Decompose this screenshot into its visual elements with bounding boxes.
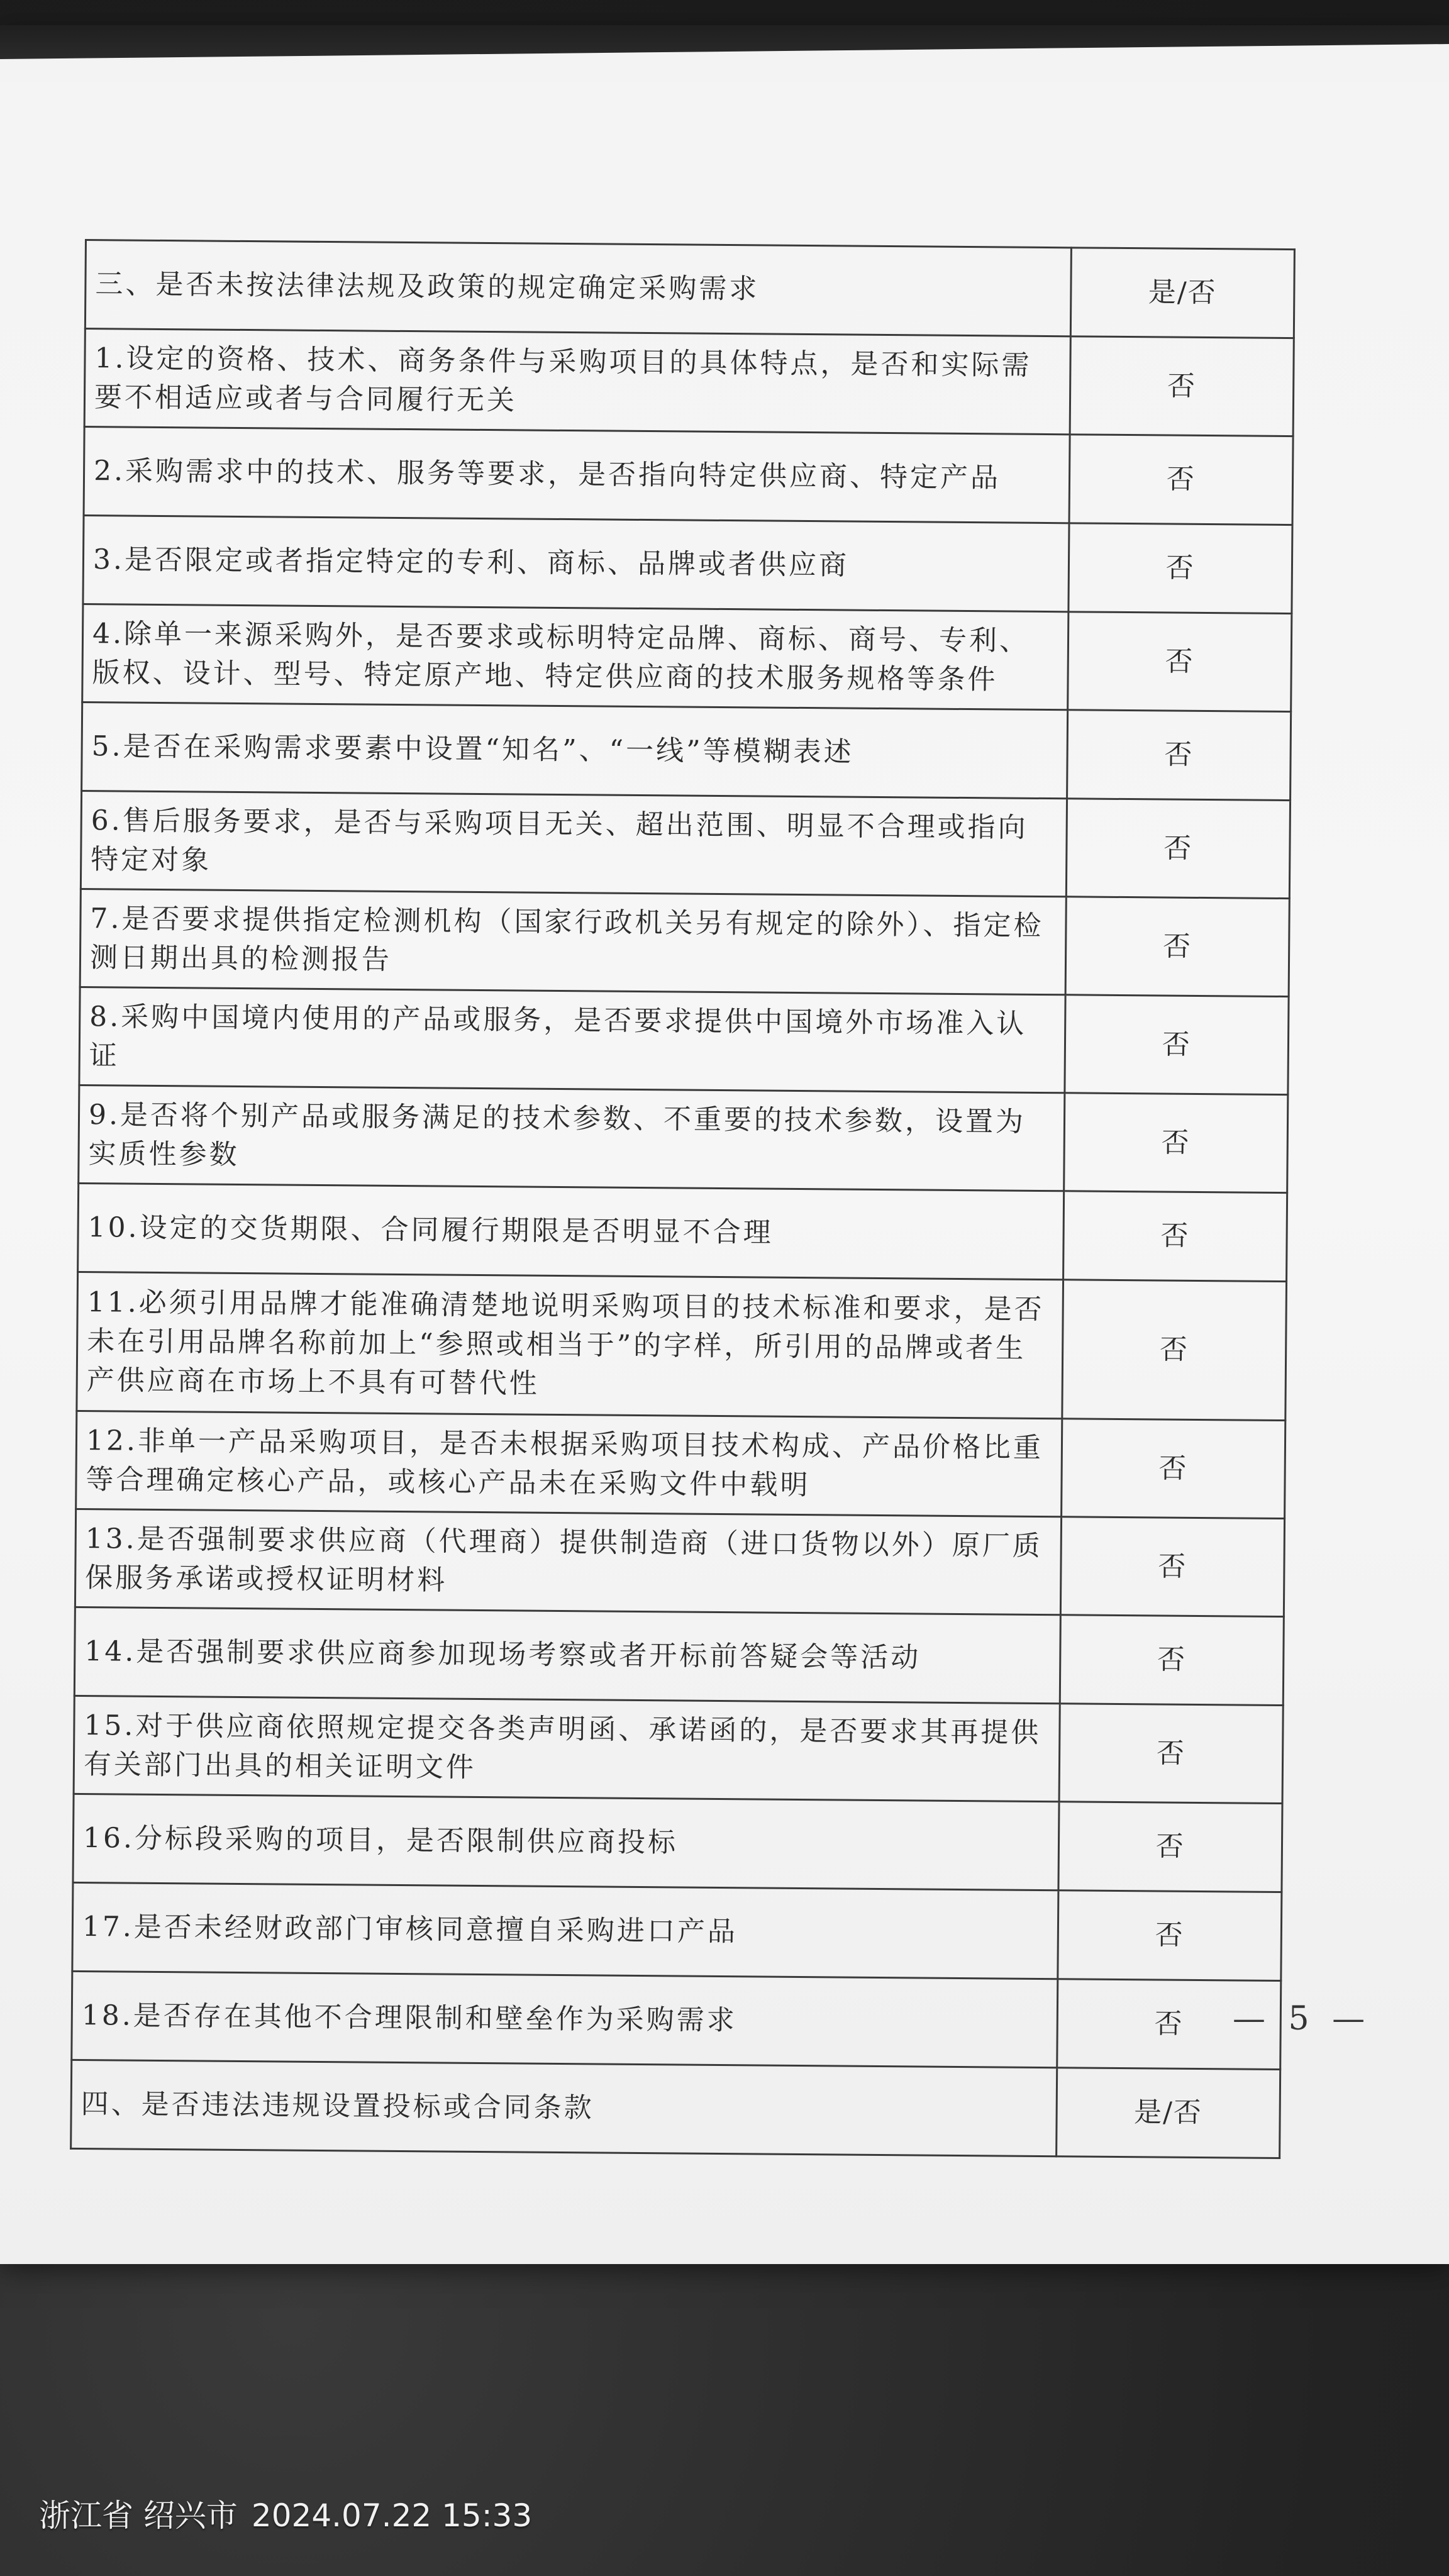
answer-cell: 否 — [1070, 336, 1294, 436]
question-text: 9.是否将个别产品或服务满足的技术参数、不重要的技术参数，设置为实质性参数 — [79, 1085, 1065, 1191]
question-text: 14.是否强制要求供应商参加现场考察或者开标前答疑会等活动 — [74, 1607, 1060, 1703]
question-text: 17.是否未经财政部门审核同意擅自采购进口产品 — [72, 1882, 1058, 1979]
section4-title: 四、是否违法违规设置投标或合同条款 — [71, 2060, 1057, 2156]
section3-title: 三、是否未按法律法规及政策的规定确定采购需求 — [85, 240, 1071, 336]
question-text: 11.必须引用品牌才能准确清楚地说明采购项目的技术标准和要求，是否未在引用品牌名称前加上“参照或相当于”的字样，所引用的品牌或者生产供应商在市场上不具有可替代性 — [77, 1272, 1063, 1418]
answer-cell: 否 — [1058, 1890, 1282, 1981]
question-text: 2.采购需求中的技术、服务等要求，是否指向特定供应商、特定产品 — [84, 427, 1070, 523]
question-text: 4.除单一来源采购外，是否要求或标明特定品牌、商标、商号、专利、版权、设计、型号、特定原产地、特定供应商的技术服务规格等条件 — [82, 604, 1069, 709]
table-row — [80, 889, 1289, 996]
question-text: 18.是否存在其他不合理限制和壁垒作为采购需求 — [72, 1971, 1058, 2067]
answer-cell: 否 — [1057, 1979, 1280, 2070]
table-row — [76, 1411, 1285, 1518]
answer-cell: 否 — [1060, 1615, 1284, 1706]
question-text: 12.非单一产品采购项目，是否未根据采购项目技术构成、产品价格比重等合理确定核心产品，或核心产品未在采购文件中载明 — [76, 1411, 1062, 1516]
table-row — [82, 702, 1291, 800]
answer-cell: 否 — [1067, 710, 1291, 801]
checklist-table — [70, 239, 1296, 2159]
table-row — [74, 1607, 1284, 1705]
answer-cell: 否 — [1065, 897, 1290, 997]
answer-cell: 否 — [1063, 1093, 1288, 1193]
table-row — [83, 515, 1292, 613]
table-row — [75, 1509, 1284, 1616]
answer-cell: 否 — [1063, 1191, 1287, 1282]
watermark-datetime: 2024.07.22 15:33 — [251, 2497, 533, 2534]
table-row — [72, 1971, 1281, 2069]
section4-answer-header: 是/否 — [1056, 2068, 1280, 2158]
answer-cell: 否 — [1061, 1419, 1285, 1519]
question-text: 16.分标段采购的项目，是否限制供应商投标 — [73, 1794, 1059, 1890]
answer-cell: 否 — [1060, 1517, 1285, 1617]
answer-cell: 否 — [1062, 1280, 1287, 1421]
checklist-table-wrap — [70, 239, 1296, 2159]
section3-answer-header: 是/否 — [1070, 248, 1294, 338]
table-row — [84, 427, 1293, 525]
table-row — [74, 1696, 1283, 1803]
answer-cell: 否 — [1058, 1802, 1282, 1892]
table-row — [72, 1882, 1282, 1980]
question-text: 7.是否要求提供指定检测机构（国家行政机关另有规定的除外）、指定检测日期出具的检测报告 — [80, 889, 1066, 994]
page-number: — 5 — — [1233, 2000, 1372, 2038]
question-text: 5.是否在采购需求要素中设置“知名”、“一线”等模糊表述 — [82, 702, 1068, 798]
question-text: 1.设定的资格、技术、商务条件与采购项目的具体特点，是否和实际需要不相适应或者与合同履行无关 — [84, 329, 1070, 435]
table-row — [79, 1085, 1288, 1192]
answer-cell: 否 — [1069, 435, 1293, 525]
question-text: 13.是否强制要求供应商（代理商）提供制造商（进口货物以外）原厂质保服务承诺或授权证明材料 — [75, 1509, 1061, 1614]
table-row-section4-header — [71, 2060, 1280, 2158]
table-row — [73, 1794, 1282, 1892]
question-text: 3.是否限定或者指定特定的专利、商标、品牌或者供应商 — [83, 515, 1069, 611]
answer-cell: 否 — [1069, 523, 1292, 614]
table-row — [80, 791, 1290, 898]
table-row-section3-header — [85, 240, 1294, 338]
question-text: 6.售后服务要求，是否与采购项目无关、超出范围、明显不合理或指向特定对象 — [80, 791, 1067, 896]
answer-cell: 否 — [1066, 799, 1291, 899]
table-row — [79, 987, 1289, 1094]
table-row — [84, 329, 1294, 436]
answer-cell: 否 — [1065, 995, 1289, 1095]
question-text: 8.采购中国境内使用的产品或服务，是否要求提供中国境外市场准入认证 — [79, 987, 1065, 1092]
question-text: 15.对于供应商依照规定提交各类声明函、承诺函的，是否要求其再提供有关部门出具的相关证明文件 — [74, 1696, 1060, 1801]
question-text: 10.设定的交货期限、合同履行期限是否明显不合理 — [78, 1183, 1064, 1279]
table-row — [82, 604, 1292, 711]
answer-cell: 否 — [1067, 612, 1292, 712]
table-row — [78, 1183, 1287, 1281]
watermark-location: 浙江省 绍兴市 — [39, 2497, 238, 2534]
photo-watermark — [39, 2490, 546, 2536]
answer-cell: 否 — [1059, 1704, 1284, 1804]
table-row — [77, 1272, 1287, 1420]
